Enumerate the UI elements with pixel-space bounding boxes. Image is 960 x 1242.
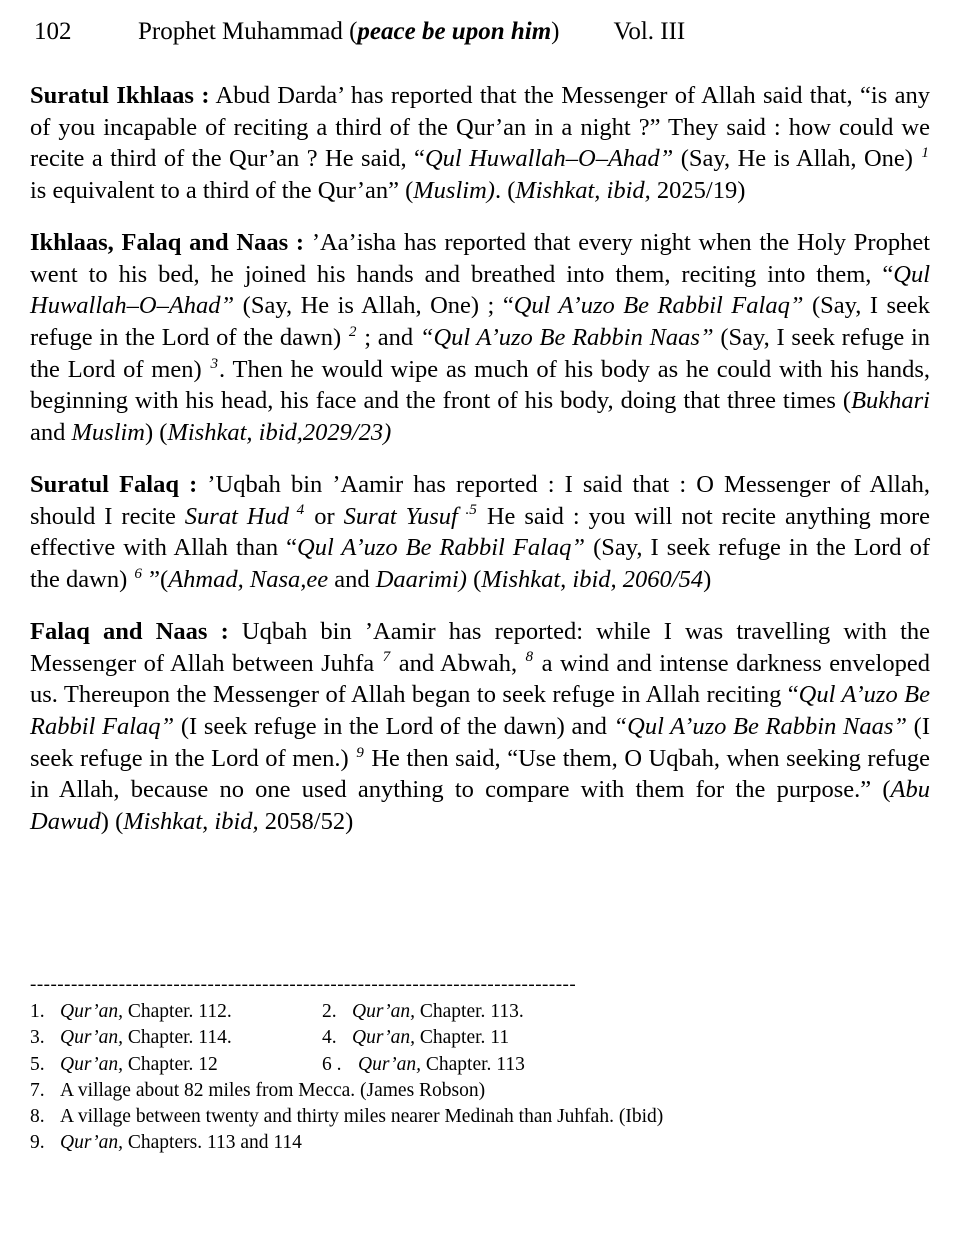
- text-run: ”(: [143, 566, 169, 594]
- footnote-source-italic: Qur’an,: [60, 1001, 124, 1023]
- text-run: 2025/19): [650, 177, 746, 205]
- italic-run: Muslim: [71, 419, 145, 447]
- italic-run: Mishkat, ibid,: [481, 566, 617, 594]
- text-run: ’Aa’isha has reported that every night when the Holy Prophet went to his bed, he joined his hands and breathed into them, reciting into them, “: [30, 228, 931, 288]
- footnote-source-italic: Qur’an,: [60, 1053, 124, 1075]
- italic-run: 2029/23): [302, 419, 392, 447]
- paragraph-runs: [30, 229, 930, 446]
- italic-run: “Qul A’uzo Be Rabbin Naas”: [613, 712, 907, 740]
- footnote-item: [322, 1052, 525, 1078]
- footnote-marker: 4: [290, 501, 305, 519]
- footnote-row: [30, 1025, 930, 1051]
- footnote-text: A village about 82 miles from Mecca. (James Robson): [60, 1079, 486, 1101]
- italic-run: Qul A’uzo Be Rabbil Falaq”: [513, 292, 804, 320]
- footnote-marker: 8: [525, 648, 534, 666]
- text-run: a wind and intense darkness enveloped us. Thereupon the Messenger of Allah began to seek refuge in Allah reciting “: [30, 649, 930, 709]
- italic-run: Mishkat, ibid,: [167, 419, 303, 447]
- text-run: . Then he would wipe as much of his body as he could with his hands, beginning with his head, his face and the front of his body, doing that three times (: [30, 355, 930, 415]
- paragraph-lead: Suratul Falaq :: [30, 470, 198, 498]
- italic-run: Mishkat, ibid,: [515, 177, 651, 205]
- footnote-item: [30, 1078, 486, 1104]
- footnote-source-italic: Qur’an,: [60, 1027, 124, 1049]
- italic-run: Abu Dawud: [30, 776, 930, 836]
- paragraph-ikhlaas-falaq-naas: [30, 227, 930, 449]
- text-run: ): [703, 566, 712, 594]
- paragraph-lead: Ikhlaas, Falaq and Naas :: [30, 228, 305, 256]
- book-title: [138, 18, 560, 46]
- footnote-number: 9.: [30, 1131, 45, 1153]
- footnote-text: A village between twenty and thirty miles nearer Medinah than Juhfah. (Ibid): [60, 1105, 664, 1127]
- text-run: (Say, I seek refuge in the Lord of men): [30, 324, 931, 383]
- body-text: [30, 80, 930, 838]
- paragraph-falaq-and-naas: [30, 616, 930, 838]
- footnote-source-italic: Qur’an,: [352, 1001, 416, 1023]
- footnote-row: [30, 1104, 930, 1130]
- italic-run: “Qul A’uzo Be Rabbin Naas”: [419, 324, 714, 352]
- italic-run: Daarimi): [375, 566, 467, 594]
- text-run: He then said, “Use them, O Uqbah, when seeking refuge in Allah, because no one used anything to compare with them for the purpose.” (: [30, 744, 930, 804]
- text-run: and Abwah,: [391, 649, 525, 677]
- footnote-source-italic: Qur’an,: [60, 1131, 124, 1153]
- italic-run: Qul Huwallah–O–Ahad”: [30, 260, 930, 320]
- footnote-item: [30, 1104, 664, 1130]
- italic-run: Surat Yusuf: [343, 502, 458, 530]
- footnote-row: [30, 1130, 930, 1156]
- footnote-number: 1.: [30, 1001, 45, 1023]
- italic-run: Ahmad, Nasa,ee: [168, 566, 329, 594]
- book-title-close: ): [551, 18, 560, 45]
- footnote-list: [30, 999, 930, 1156]
- footnote-item: [30, 999, 322, 1025]
- footnote-area: [30, 975, 930, 1156]
- footnote-marker: 3: [210, 354, 219, 372]
- text-run: is equivalent to a third of the Qur’an” (: [30, 177, 414, 205]
- text-run: 2058/52): [258, 808, 354, 836]
- footnote-number: 6 .: [322, 1053, 342, 1075]
- italic-run: Bukhari: [851, 387, 930, 415]
- footnote-marker: 7: [382, 648, 391, 666]
- italic-run: Surat Hud: [184, 502, 290, 530]
- italic-run: 2060/54: [616, 566, 704, 594]
- text-run: Uqbah bin ’Aamir has reported: while I was travelling with the Messenger of Allah between Juhfa: [30, 617, 930, 677]
- text-run: ; and: [357, 324, 420, 352]
- italic-run: Muslim): [413, 177, 495, 205]
- text-run: He said : you will not recite anything more effective with Allah than “: [30, 502, 931, 562]
- text-run: Abud Darda’ has reported that the Messenger of Allah said that, “is any of you incapable of reciting a third of the Qur’an in a night ?” They said : how could we recite a third of the Qur’an ? He said, “: [30, 82, 930, 173]
- text-run: (Say, He is Allah, One) ; “: [234, 292, 514, 320]
- text-run: (Say, I seek refuge in the Lord of the dawn): [30, 534, 930, 594]
- paragraph-suratul-falaq: [30, 469, 930, 596]
- page-number: 102: [34, 18, 72, 45]
- paragraph-suratul-ikhlaas: [30, 80, 930, 207]
- footnote-number: 7.: [30, 1079, 45, 1101]
- footnote-marker: 9: [356, 743, 364, 761]
- paragraph-runs: [30, 618, 930, 835]
- footnote-row: [30, 999, 930, 1025]
- footnote-text: Qur’an, Chapter. 11: [352, 1027, 510, 1049]
- footnote-source-italic: Qur’an,: [352, 1027, 416, 1049]
- footnote-item: [30, 1130, 322, 1156]
- footnote-number: 3.: [30, 1027, 45, 1049]
- footnote-text: Qur’an, Chapters. 113 and 114: [60, 1131, 302, 1153]
- footnote-text: Qur’an, Chapter. 112.: [60, 1001, 232, 1023]
- footnote-item: [30, 1025, 322, 1051]
- footnote-marker: .5: [458, 501, 477, 519]
- footnote-row: [30, 1052, 930, 1078]
- text-run: (I seek refuge in the Lord of the dawn) and: [174, 712, 614, 740]
- footnote-item: [322, 1025, 509, 1051]
- paragraph-lead: Suratul Ikhlaas :: [30, 82, 210, 109]
- footnote-separator: --------------------------------------------------------------------------------: [30, 975, 577, 996]
- footnote-number: 8.: [30, 1105, 45, 1127]
- book-title-plain: Prophet Muhammad (: [138, 18, 358, 45]
- italic-run: Mishkat, ibid,: [123, 808, 259, 836]
- footnote-text: Qur’an, Chapter. 12: [60, 1053, 218, 1075]
- text-run: or: [305, 502, 344, 530]
- text-run: . (: [494, 177, 516, 205]
- text-run: (I seek refuge in the Lord of men.): [30, 712, 930, 772]
- footnote-marker: 2: [348, 322, 357, 340]
- italic-run: Qul A’uzo Be Rabbil Falaq”: [30, 681, 930, 740]
- italic-run: Qul Huwallah–O–Ahad”: [424, 145, 674, 173]
- book-title-italic: peace be upon him: [357, 18, 552, 45]
- text-run: and: [328, 566, 376, 594]
- footnote-item: [30, 1052, 322, 1078]
- text-run: (Say, I seek refuge in the Lord of the dawn): [30, 292, 931, 352]
- footnote-number: 4.: [322, 1027, 337, 1049]
- footnote-marker: 6: [134, 564, 143, 582]
- footnote-text: Qur’an, Chapter. 114.: [60, 1027, 232, 1049]
- footnote-text: Qur’an, Chapter. 113.: [352, 1001, 524, 1023]
- footnote-text: Qur’an, Chapter. 113: [358, 1053, 525, 1075]
- footnote-source-italic: Qur’an,: [358, 1053, 422, 1075]
- text-run: ) (: [145, 419, 168, 447]
- italic-run: Qul A’uzo Be Rabbil Falaq”: [297, 534, 586, 562]
- running-head: [30, 18, 930, 46]
- text-run: ) (: [100, 808, 124, 836]
- text-run: and: [30, 419, 72, 447]
- footnote-number: 2.: [322, 1001, 337, 1023]
- footnote-number: 5.: [30, 1053, 45, 1075]
- footnote-row: [30, 1078, 930, 1104]
- text-run: (Say, He is Allah, One): [673, 145, 921, 173]
- volume-label: Vol. III: [613, 18, 686, 45]
- text-run: ’Uqbah bin ’Aamir has reported : I said that : O Messenger of Allah, should I recite: [30, 470, 930, 530]
- text-run: (: [466, 566, 482, 594]
- footnote-item: [322, 999, 524, 1025]
- footnote-marker: 1: [921, 144, 929, 162]
- paragraph-lead: Falaq and Naas :: [30, 617, 229, 645]
